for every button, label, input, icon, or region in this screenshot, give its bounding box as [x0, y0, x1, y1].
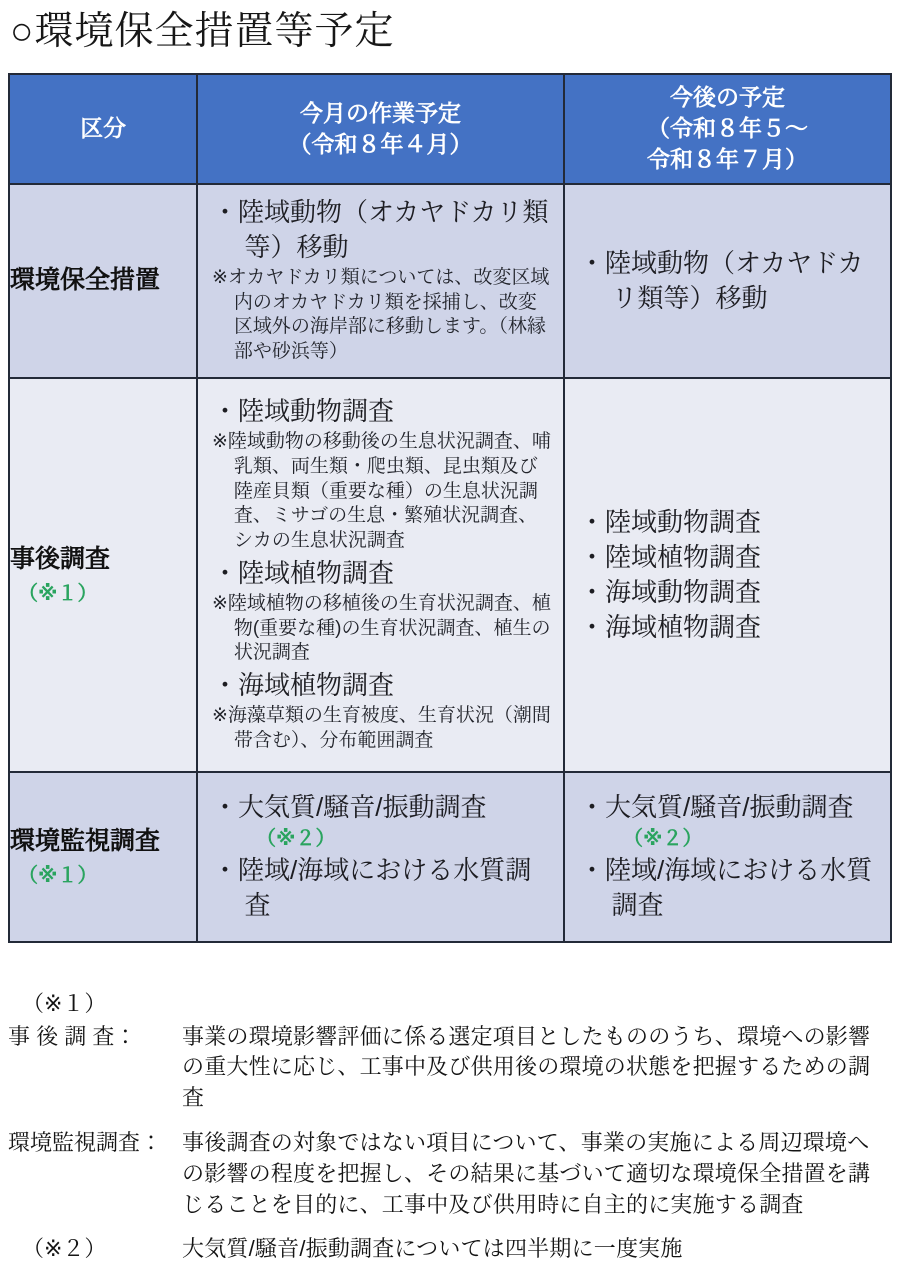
footnote-term: （※２） [22, 1236, 107, 1262]
table-row-monitoring [9, 772, 891, 942]
footnote-definition: 事後調査の対象ではない項目について、事業の実施による周辺環境への影響の程度を把握し、その結果に基づいて適切な環境保全措置を講じることを目的に、工事中及び供用時に自主的に実施する調査 [182, 1129, 871, 1217]
schedule-table [8, 73, 892, 943]
footnote-ref: （※２） [256, 828, 336, 851]
list-item: ・陸域/海域における水質調査 [212, 855, 532, 921]
page-title: ○環境保全措置等予定 [10, 10, 395, 53]
category-cell-monitoring [9, 772, 197, 942]
list-item: ・陸域動物調査 [212, 396, 395, 427]
header-category [9, 74, 197, 184]
footnote-term: 事 後 調 査： [8, 1023, 137, 1049]
category-cell-conservation [9, 184, 197, 378]
footnote-mark-1: （※１） [22, 990, 107, 1016]
conservation-upcoming-cell [564, 184, 891, 378]
category-label: 環境監視調査 [10, 826, 161, 855]
footnote-def-mark-2 [8, 1234, 890, 1267]
footnote-def-post-survey [8, 1022, 890, 1114]
post-survey-this-month-cell [197, 378, 564, 772]
header-this-month: 今月の作業予定 （令和８年４月） [197, 74, 564, 184]
category-label: 環境保全措置 [10, 266, 161, 295]
table-row-post-survey [9, 378, 891, 772]
list-item: ・陸域動物調査 [579, 506, 762, 537]
list-item: ・海域動物調査 [579, 576, 762, 607]
category-footnote-ref: （※１） [18, 864, 98, 887]
list-item: ・海域植物調査 [212, 669, 395, 700]
list-item-note: ※陸域動物の移動後の生息状況調査、哺乳類、両生類・爬虫類、昆虫類及び陸産貝類（重要な種）の生息状況調査、ミサゴの生息・繁殖状況調査、シカの生息状況調査 [212, 431, 551, 552]
list-item-note: ※陸域植物の移植後の生育状況調査、植物(重要な種)の生育状況調査、植生の状況調査 [212, 592, 551, 664]
category-footnote-ref: （※１） [18, 582, 98, 605]
footnote-definition: 事業の環境影響評価に係る選定項目としたもののうち、環境への影響の重大性に応じ、工事中及び供用後の環境の状態を把握するための調査 [182, 1023, 871, 1111]
list-item: ・陸域植物調査 [212, 557, 395, 588]
category-cell-post-survey [9, 378, 197, 772]
monitoring-this-month-cell [197, 772, 564, 942]
table-row-conservation [9, 184, 891, 378]
monitoring-upcoming-cell [564, 772, 891, 942]
footnote-definition: 大気質/騒音/振動調査については四半期に一度実施 [182, 1236, 683, 1262]
list-item: ・陸域動物（オカヤドカリ類等）移動 [579, 247, 864, 313]
header-row [9, 74, 891, 184]
footnotes-section [8, 989, 890, 1267]
footnote-def-monitoring [8, 1128, 890, 1220]
list-item: ・陸域動物（オカヤドカリ類等）移動 [212, 196, 549, 262]
footnote-term: 環境監視調査： [8, 1129, 163, 1155]
list-item: ・大気質/騒音/振動調査 [579, 792, 854, 823]
list-item: ・陸域/海域における水質調査 [579, 855, 873, 921]
list-item: ・大気質/騒音/振動調査 [212, 792, 487, 823]
list-item: ・陸域植物調査 [579, 541, 762, 572]
list-item: ・海域植物調査 [579, 611, 762, 642]
post-survey-upcoming-cell [564, 378, 891, 772]
footnote-ref: （※２） [623, 828, 703, 851]
header-upcoming: 今後の予定 （令和８年５～ 令和８年７月） [564, 74, 891, 184]
list-item-note: ※オカヤドカリ類については、改変区域内のオカヤドカリ類を採捕し、改変区域外の海岸部に移動します。（林縁部や砂浜等） [212, 267, 550, 363]
conservation-this-month-cell [197, 184, 564, 378]
header-category-label: 区分 [80, 115, 126, 142]
list-item-note: ※海藻草類の生育被度、生育状況（潮間帯含む）、分布範囲調査 [212, 704, 551, 751]
category-label: 事後調査 [10, 544, 111, 573]
